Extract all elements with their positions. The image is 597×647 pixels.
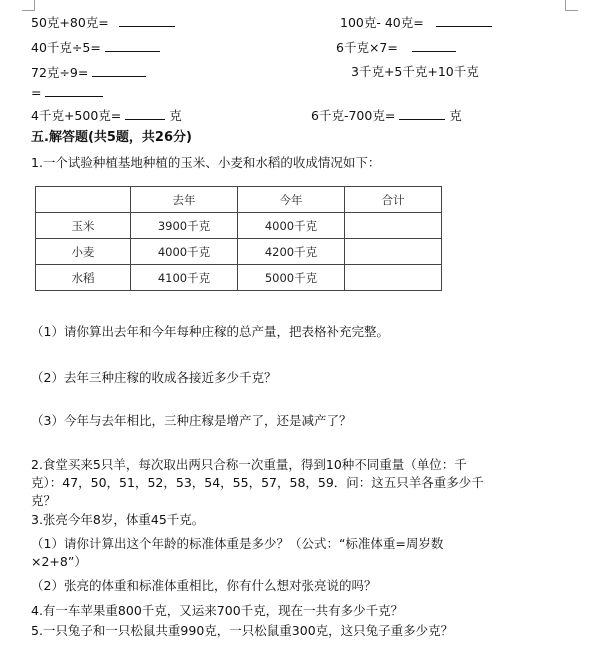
exercise-4-right: [311, 107, 462, 124]
exercise-1-left: [31, 14, 175, 31]
table-header-cell: 今年: [238, 187, 345, 213]
answer-blank[interactable]: [436, 14, 492, 27]
question-2-line-3: 克？: [31, 493, 57, 508]
question-5: 5.一只兔子和一只松鼠共重990克，一只松鼠重300克，这只兔子重多少克？: [31, 623, 454, 638]
crop-mark-left: [22, 0, 35, 11]
question-2-line-1: 2.食堂买来5只羊，每次取出两只合称一次重量，得到10种不同重量（单位：千: [31, 457, 467, 472]
table-cell: 4000千克: [131, 239, 238, 265]
table-cell-total[interactable]: [345, 265, 442, 291]
question-2-line-2: 克）：47，50，51，52，53，54，55，57，58，59．问：这五只羊各重多少千: [31, 475, 484, 490]
section-title: 五.解答题(共5题，共26分): [31, 130, 192, 145]
table-header-row: [36, 187, 442, 213]
table-cell: 4100千克: [131, 265, 238, 291]
question-1-sub-3: （3）今年与去年相比，三种庄稼是增产了，还是减产了？: [31, 413, 352, 428]
table-header-cell: 去年: [131, 187, 238, 213]
exercise-3-left: [31, 64, 146, 81]
harvest-table: [35, 186, 442, 291]
exercise-text: 4千克+500克=: [31, 108, 122, 123]
table-row: [36, 265, 442, 291]
equals-sign: =: [31, 85, 42, 100]
exercise-text: 50克+80克=: [31, 15, 109, 30]
exercise-3-continuation: [31, 84, 103, 101]
table-header-cell: 合计: [345, 187, 442, 213]
question-1-intro: 1.一个试验种植基地种植的玉米、小麦和水稻的收成情况如下：: [31, 155, 381, 170]
table-cell: 水稻: [36, 265, 131, 291]
exercise-text: 3千克+5千克+10千克: [351, 64, 479, 79]
table-cell: 4000千克: [238, 213, 345, 239]
question-1-sub-1: （1）请你算出去年和今年每种庄稼的总产量，把表格补充完整。: [31, 324, 389, 339]
table-header-cell: [36, 187, 131, 213]
crop-mark-right: [565, 0, 578, 11]
answer-blank[interactable]: [125, 107, 165, 120]
unit-label: 克: [169, 108, 182, 123]
table-cell: 4200千克: [238, 239, 345, 265]
table-cell: 玉米: [36, 213, 131, 239]
answer-blank[interactable]: [412, 39, 456, 52]
question-1-sub-2: （2）去年三种庄稼的收成各接近多少千克？: [31, 370, 277, 385]
exercise-text: 40千克÷5=: [31, 40, 101, 55]
exercise-text: 100克- 40克=: [340, 15, 424, 30]
exercise-text: 6千克-700克=: [311, 108, 396, 123]
answer-blank[interactable]: [119, 14, 175, 27]
table-cell-total[interactable]: [345, 213, 442, 239]
question-3-line-1: 3.张亮今年8岁，体重45千克。: [31, 512, 205, 527]
exercise-text: 6千克×7=: [336, 40, 398, 55]
table-row: [36, 213, 442, 239]
table-cell: 小麦: [36, 239, 131, 265]
exercise-text: 72克÷9=: [31, 65, 89, 80]
unit-label: 克: [449, 108, 462, 123]
table-cell-total[interactable]: [345, 239, 442, 265]
table-cell: 5000千克: [238, 265, 345, 291]
exercise-2-right: [336, 39, 456, 56]
question-3-sub-1b: ×2+8”）: [31, 554, 87, 569]
answer-blank[interactable]: [105, 39, 160, 52]
answer-blank[interactable]: [399, 107, 445, 120]
exercise-2-left: [31, 39, 160, 56]
answer-blank[interactable]: [45, 84, 103, 97]
exercise-1-right: [340, 14, 492, 31]
question-3-sub-2: （2）张亮的体重和标准体重相比，你有什么想对张亮说的吗？: [31, 578, 377, 593]
exercise-4-left: [31, 107, 182, 124]
question-4: 4.有一车苹果重800千克，又运来700千克，现在一共有多少千克？: [31, 603, 404, 618]
question-3-sub-1a: （1）请你计算出这个年龄的标准体重是多少？（公式：“标准体重=周岁数: [31, 536, 444, 551]
exercise-3-right: [351, 64, 479, 80]
table-row: [36, 239, 442, 265]
answer-blank[interactable]: [92, 64, 146, 77]
table-cell: 3900千克: [131, 213, 238, 239]
